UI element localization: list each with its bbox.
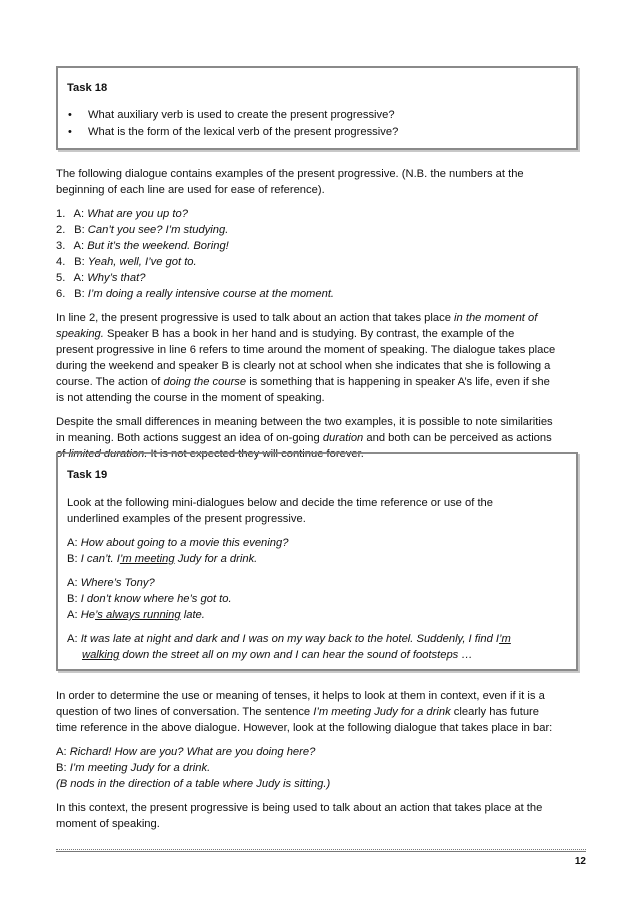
dialogue-line: 4. B: Yeah, well, I’ve got to. [56,256,197,268]
dialogue-line: 5. A: Why’s that? [56,272,146,284]
dialogue-line: B: I’m meeting Judy for a drink. [56,762,211,774]
bullet-icon: • [68,109,72,121]
paragraph-line: in meaning. Both actions suggest an idea of on-going duration and both can be perceived as actions [56,432,552,444]
mini-dialogue-line: A: Where’s Tony? [67,577,155,589]
task-18-title: Task 18 [67,82,108,94]
dialogue-line: 2. B: Can’t you see? I’m studying. [56,224,229,236]
dialogue-line: 6. B: I’m doing a really intensive course at the moment. [56,288,335,300]
task-18-box: Task 18 • What auxiliary verb is used to create the present progressive? • What is the form of the lexical verb of the present progressive? [56,66,578,150]
bullet-icon: • [68,126,72,138]
dialogue-line: 3. A: But it’s the weekend. Boring! [56,240,229,252]
task-19-box [56,452,578,671]
paragraph-line: In line 2, the present progressive is used to talk about an action that takes place in the moment of [56,312,538,324]
paragraph-line: speaking. Speaker B has a book in her hand and is studying. By contrast, the example of the [56,328,515,340]
task-19-title: Task 19 [67,469,108,481]
mini-dialogue-line: A: How about going to a movie this evening? [67,537,289,549]
mini-dialogue-line: walking down the street all on my own and I can hear the sound of footsteps … [82,649,473,661]
page-number: 12 [574,856,586,867]
paragraph-line: of limited duration. It is not expected they will continue forever. [56,448,364,460]
paragraph-line: question of two lines of conversation. The sentence I’m meeting Judy for a drink clearly has future [56,706,539,718]
paragraph-line: course. The action of doing the course is something that is happening in speaker A’s life, even if she [56,376,550,388]
footer-divider [56,851,586,852]
paragraph-line: moment of speaking. [56,818,160,830]
paragraph-line: In this context, the present progressive is being used to talk about an action that takes place at the [56,802,543,814]
paragraph-line: present progressive in line 6 refers to time around the moment of speaking. The dialogue takes place [56,344,556,356]
intro-line: The following dialogue contains examples of the present progressive. (N.B. the numbers at the [56,168,524,180]
mini-dialogue-line: B: I can’t. I’m meeting Judy for a drink. [67,553,258,565]
task-19-instruction: underlined examples of the present progressive. [67,513,306,525]
footer-divider [56,849,586,850]
paragraph-line: is not attending the course in the moment of speaking. [56,392,325,404]
paragraph-line: In order to determine the use or meaning of tenses, it helps to look at them in context, even if it is a [56,690,545,702]
paragraph-line: time reference in the above dialogue. However, look at the following dialogue that takes place in bar: [56,722,553,734]
dialogue-line: 1. A: What are you up to? [56,208,188,220]
mini-dialogue-line: B: I don’t know where he’s got to. [67,593,232,605]
intro-line: beginning of each line are used for ease of reference). [56,184,325,196]
dialogue-line: A: Richard! How are you? What are you doing here? [56,746,316,758]
paragraph-line: during the weekend and speaker B is clearly not at school when she indicates that she is following a [56,360,551,372]
task-19-instruction: Look at the following mini-dialogues below and decide the time reference or use of the [67,497,494,509]
dialogue-note: (B nods in the direction of a table where Judy is sitting.) [56,778,331,790]
mini-dialogue-line: A: He’s always running late. [67,609,205,621]
mini-dialogue-line: A: It was late at night and dark and I was on my way back to the hotel. Suddenly, I find I’m [67,633,511,645]
paragraph-line: Despite the small differences in meaning between the two examples, it is possible to note similarities [56,416,553,428]
